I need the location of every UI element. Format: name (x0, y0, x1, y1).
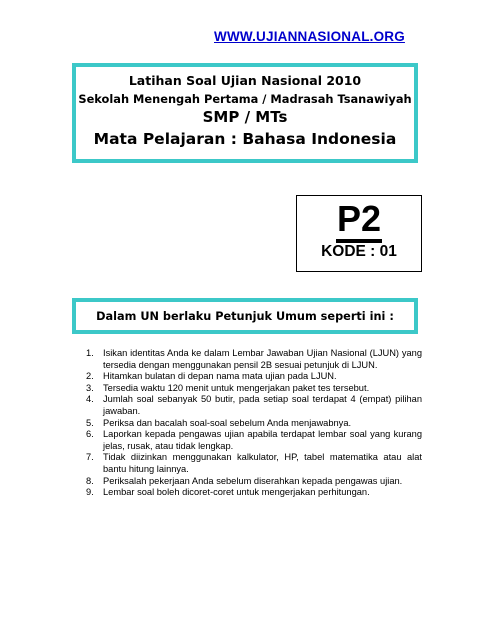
item-number: 7. (86, 452, 94, 463)
list-item (86, 476, 422, 488)
item-text: Tersedia waktu 120 menit untuk mengerjakan paket tes tersebut. (103, 382, 370, 393)
item-text: Lembar soal boleh dicoret-coret untuk mengerjakan perhitungan. (103, 487, 370, 498)
list-item (86, 418, 422, 430)
list-item (86, 394, 422, 417)
school-abbreviation: SMP / MTs (202, 108, 288, 126)
item-text: Laporkan kepada pengawas ujian apabila terdapat lembar soal yang kurang jelas, rusak, atau tidak lengkap. (103, 429, 422, 451)
item-number: 2. (86, 371, 94, 382)
item-text: Periksa dan bacalah soal-soal sebelum Anda menjawabnya. (103, 417, 352, 428)
item-text: Tidak diizinkan menggunakan kalkulator, HP, tabel matematika atau alat bantu hitung lainnya. (103, 452, 422, 474)
subject-title: Mata Pelajaran : Bahasa Indonesia (93, 130, 397, 148)
item-number: 1. (86, 348, 94, 358)
list-item (86, 383, 422, 395)
item-number: 6. (86, 429, 94, 440)
item-text: Hitamkan bulatan di depan nama mata ujian pada LJUN. (103, 371, 337, 382)
packet-label: P2 (336, 198, 382, 239)
instructions-header-box (72, 298, 418, 334)
item-number: 3. (86, 382, 94, 393)
exam-code: KODE : 01 (321, 243, 397, 260)
website-link[interactable]: WWW.UJIANNASIONAL.ORG (214, 29, 405, 44)
instructions-list (86, 348, 422, 499)
school-level: Sekolah Menengah Pertama / Madrasah Tsanawiyah (78, 92, 412, 106)
list-item (86, 348, 422, 371)
item-text: Jumlah soal sebanyak 50 butir, pada setiap soal terdapat 4 (empat) pilihan jawaban. (103, 394, 422, 416)
packet-code-box (296, 195, 422, 272)
list-item (86, 487, 422, 499)
list-item (86, 371, 422, 383)
exam-title: Latihan Soal Ujian Nasional 2010 (128, 73, 362, 88)
item-number: 4. (86, 394, 94, 405)
list-item (86, 452, 422, 475)
instructions-title: Dalam UN berlaku Petunjuk Umum seperti ini : (96, 310, 394, 323)
exam-header-box (72, 63, 418, 163)
item-text: Isikan identitas Anda ke dalam Lembar Jawaban Ujian Nasional (LJUN) yang tersedia dengan menggunakan pensil 2B sesuai petunjuk di LJUN. (103, 348, 422, 370)
list-item (86, 429, 422, 452)
item-number: 5. (86, 417, 94, 428)
item-number: 9. (86, 487, 94, 498)
item-text: Periksalah pekerjaan Anda sebelum diserahkan kepada pengawas ujian. (103, 475, 403, 486)
item-number: 8. (86, 475, 94, 486)
